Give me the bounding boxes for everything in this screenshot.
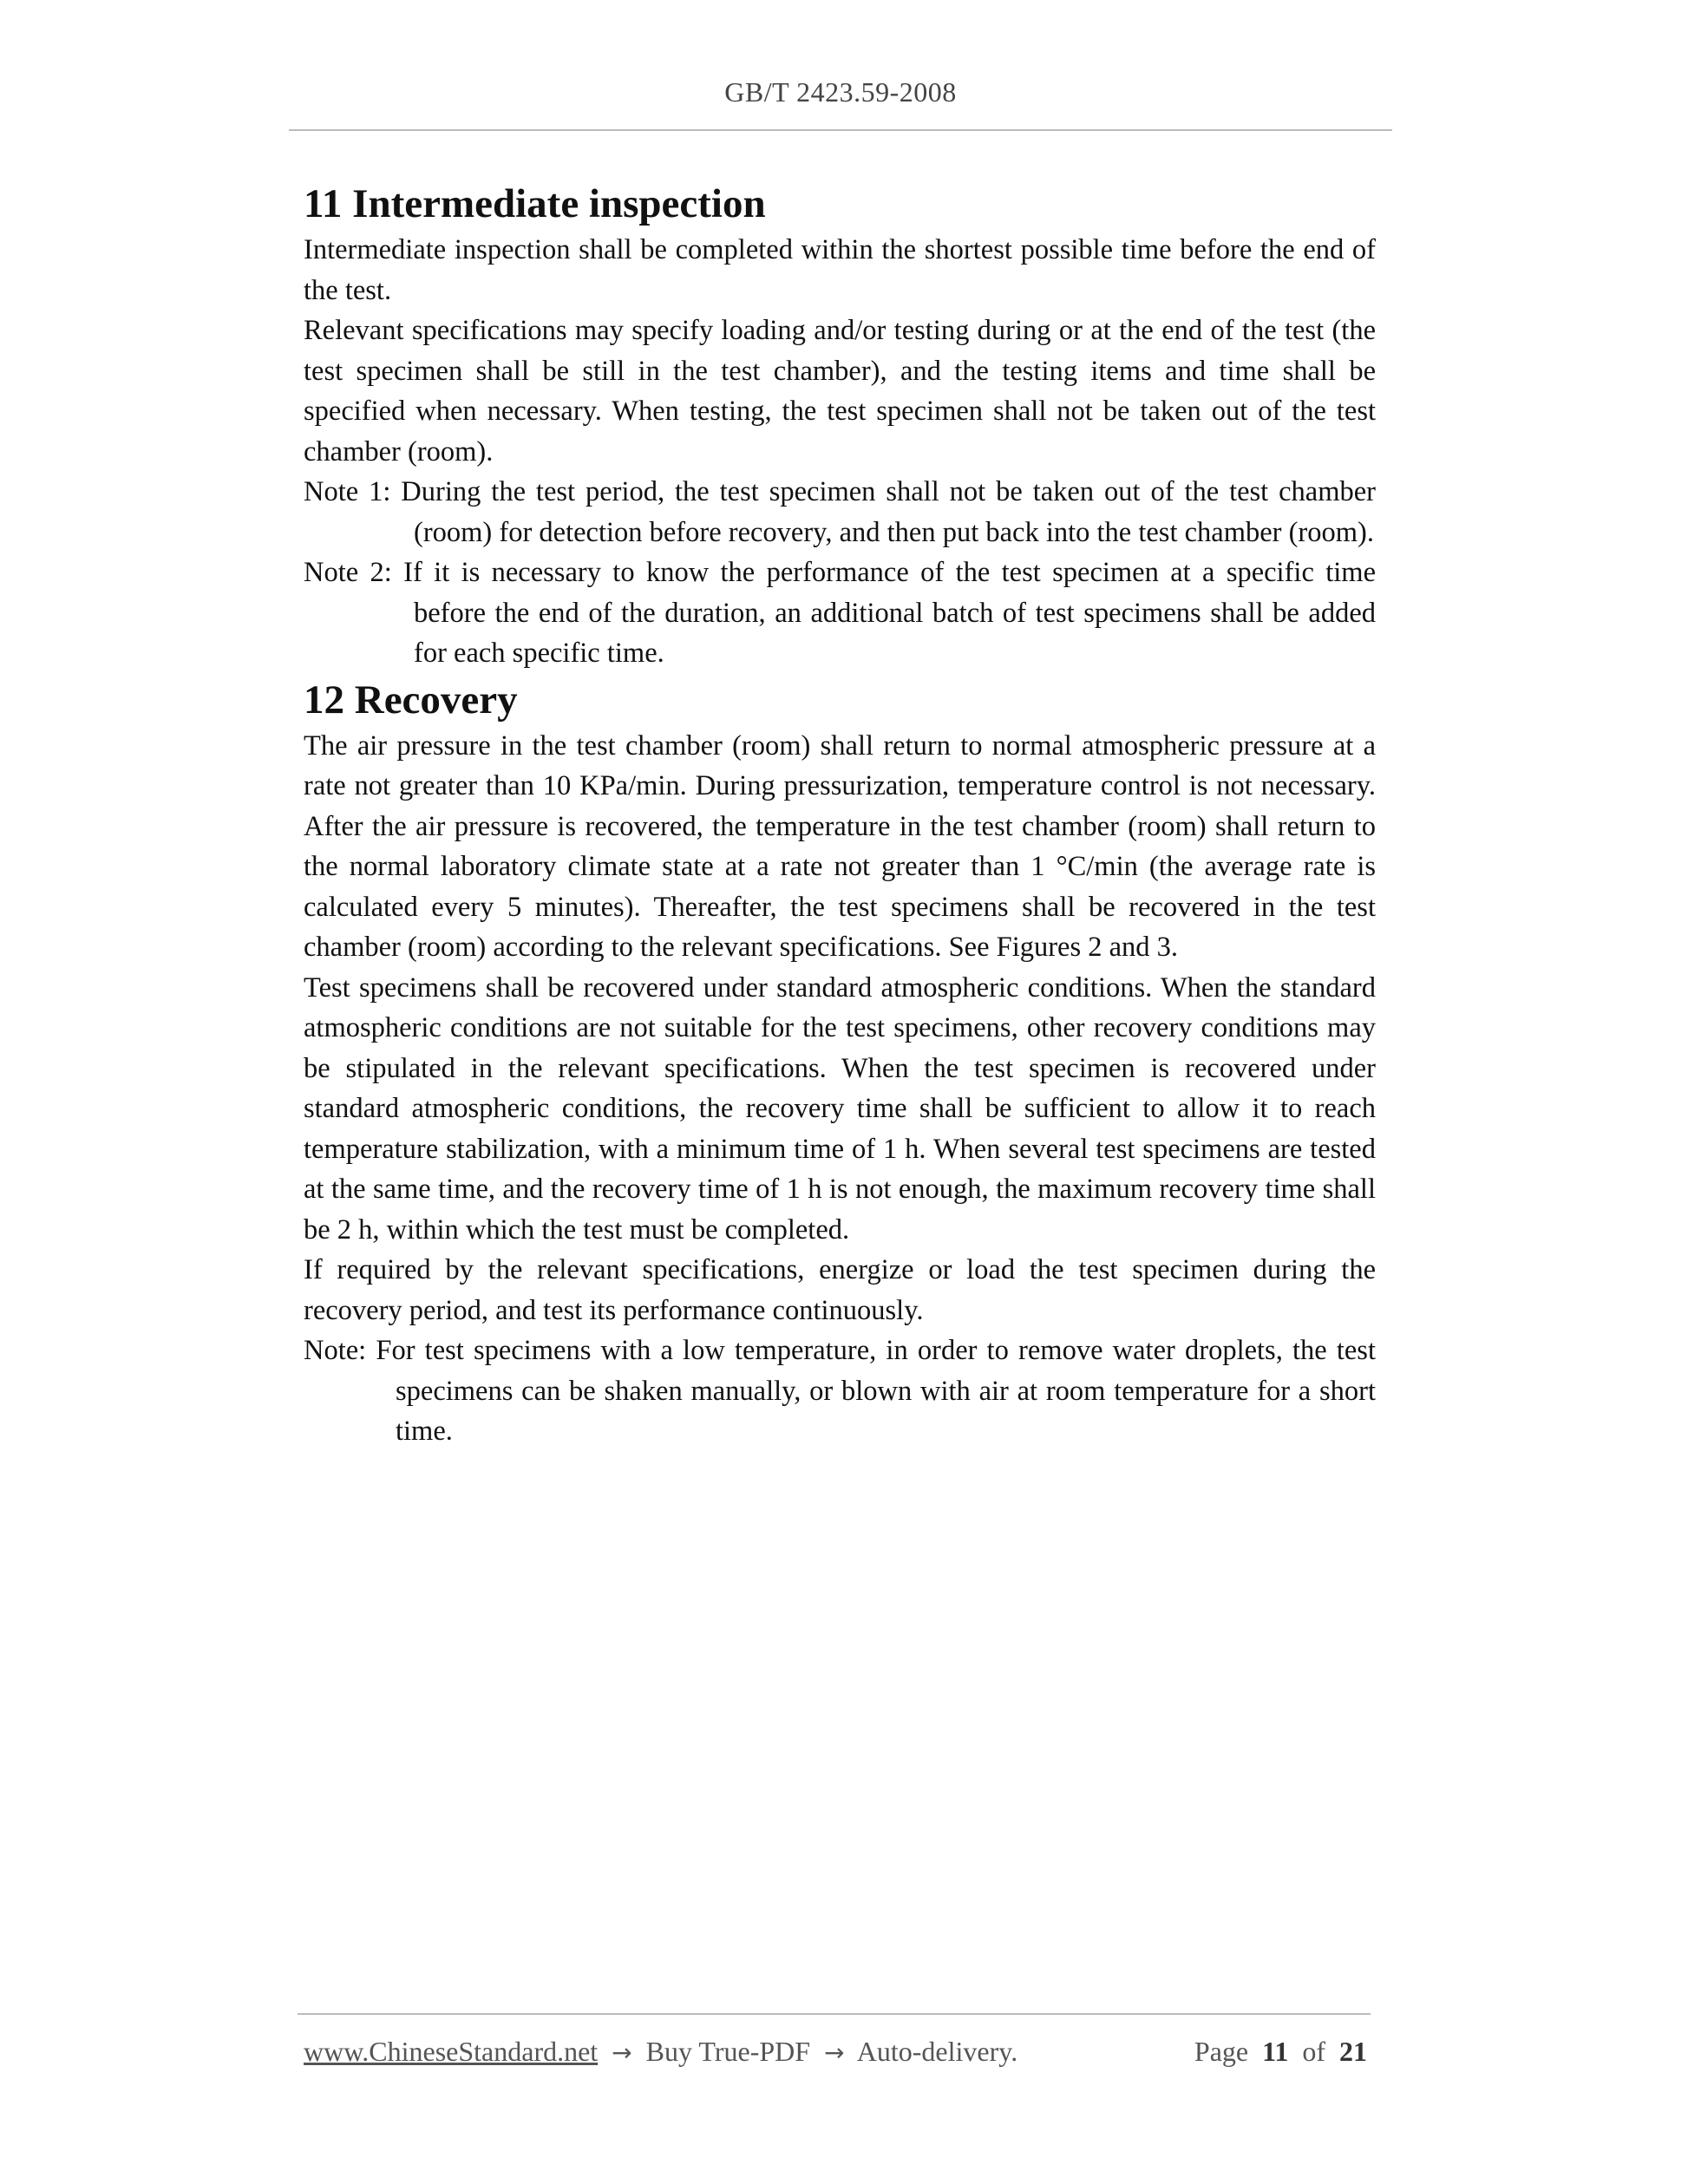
section-12-note: Note: For test specimens with a low temperature, in order to remove water droplets, the test specimens can be shaken manually, or blown with air at room temperature for a short time. <box>304 1335 1376 1447</box>
website-link[interactable]: www.ChineseStandard.net <box>304 2036 599 2067</box>
auto-delivery-text: Auto-delivery. <box>856 2036 1018 2067</box>
section-11-paragraph-2: Relevant specifications may specify loading and/or testing during or at the end of the test (the test specimen shall be still in the test chamber), and the testing items and time shall be specified when necessary. When testing, the test specimen shall not be taken out of the test chamber (room). <box>304 315 1376 468</box>
section-11-note-2: Note 2: If it is necessary to know the performance of the test specimen at a specific time before the end of the duration, an additional batch of test specimens shall be added for each specific time. <box>304 557 1376 669</box>
arrow-right-icon: → <box>824 2038 845 2067</box>
section-11-paragraph-1: Intermediate inspection shall be completed within the shortest possible time before the end of the test. <box>304 234 1376 306</box>
of-label: of <box>1302 2036 1325 2067</box>
page-label: Page <box>1194 2036 1249 2067</box>
section-11-note-1: Note 1: During the test period, the test specimen shall not be taken out of the test chamber (room) for detection before recovery, and then put back into the test chamber (room). <box>304 476 1376 548</box>
current-page-number: 11 <box>1262 2036 1289 2067</box>
total-page-number: 21 <box>1339 2036 1367 2067</box>
document-body <box>304 178 1376 1452</box>
section-12-paragraph-2: Test specimens shall be recovered under standard atmospheric conditions. When the standard atmospheric conditions are not suitable for the test specimens, other recovery conditions may be stipulated in the relevant specifications. When the test specimen is recovered under standard atmospheric conditions, the recovery time shall be sufficient to allow it to reach temperature stabilization, with a minimum time of 1 h. When several test specimens are tested at the same time, and the recovery time of 1 h is not enough, the maximum recovery time shall be 2 h, within which the test must be completed. <box>304 971 1376 1246</box>
section-12-heading: 12 Recovery <box>304 677 518 723</box>
buy-pdf-text: Buy True-PDF <box>645 2036 811 2067</box>
page-indicator <box>1194 2036 1367 2068</box>
footer-promo <box>304 2036 1017 2068</box>
footer-divider <box>298 2013 1371 2015</box>
header-divider <box>289 129 1392 131</box>
section-12-paragraph-1: The air pressure in the test chamber (room) shall return to normal atmospheric pressure at a rate not greater than 10 KPa/min. During pressurization, temperature control is not necessary. After the air pressure is recovered, the temperature in the test chamber (room) shall return to the normal laboratory climate state at a rate not greater than 1 °C/min (the average rate is calculated every 5 minutes). Thereafter, the test specimens shall be recovered in the test chamber (room) according to the relevant specifications. See Figures 2 and 3. <box>304 729 1376 963</box>
page-header-title: GB/T 2423.59-2008 <box>724 76 957 108</box>
arrow-right-icon: → <box>612 2038 632 2067</box>
section-12-paragraph-3: If required by the relevant specifications, energize or load the test specimen during the recovery period, and test its performance continuously. <box>304 1254 1376 1326</box>
section-11-heading: 11 Intermediate inspection <box>304 181 766 226</box>
